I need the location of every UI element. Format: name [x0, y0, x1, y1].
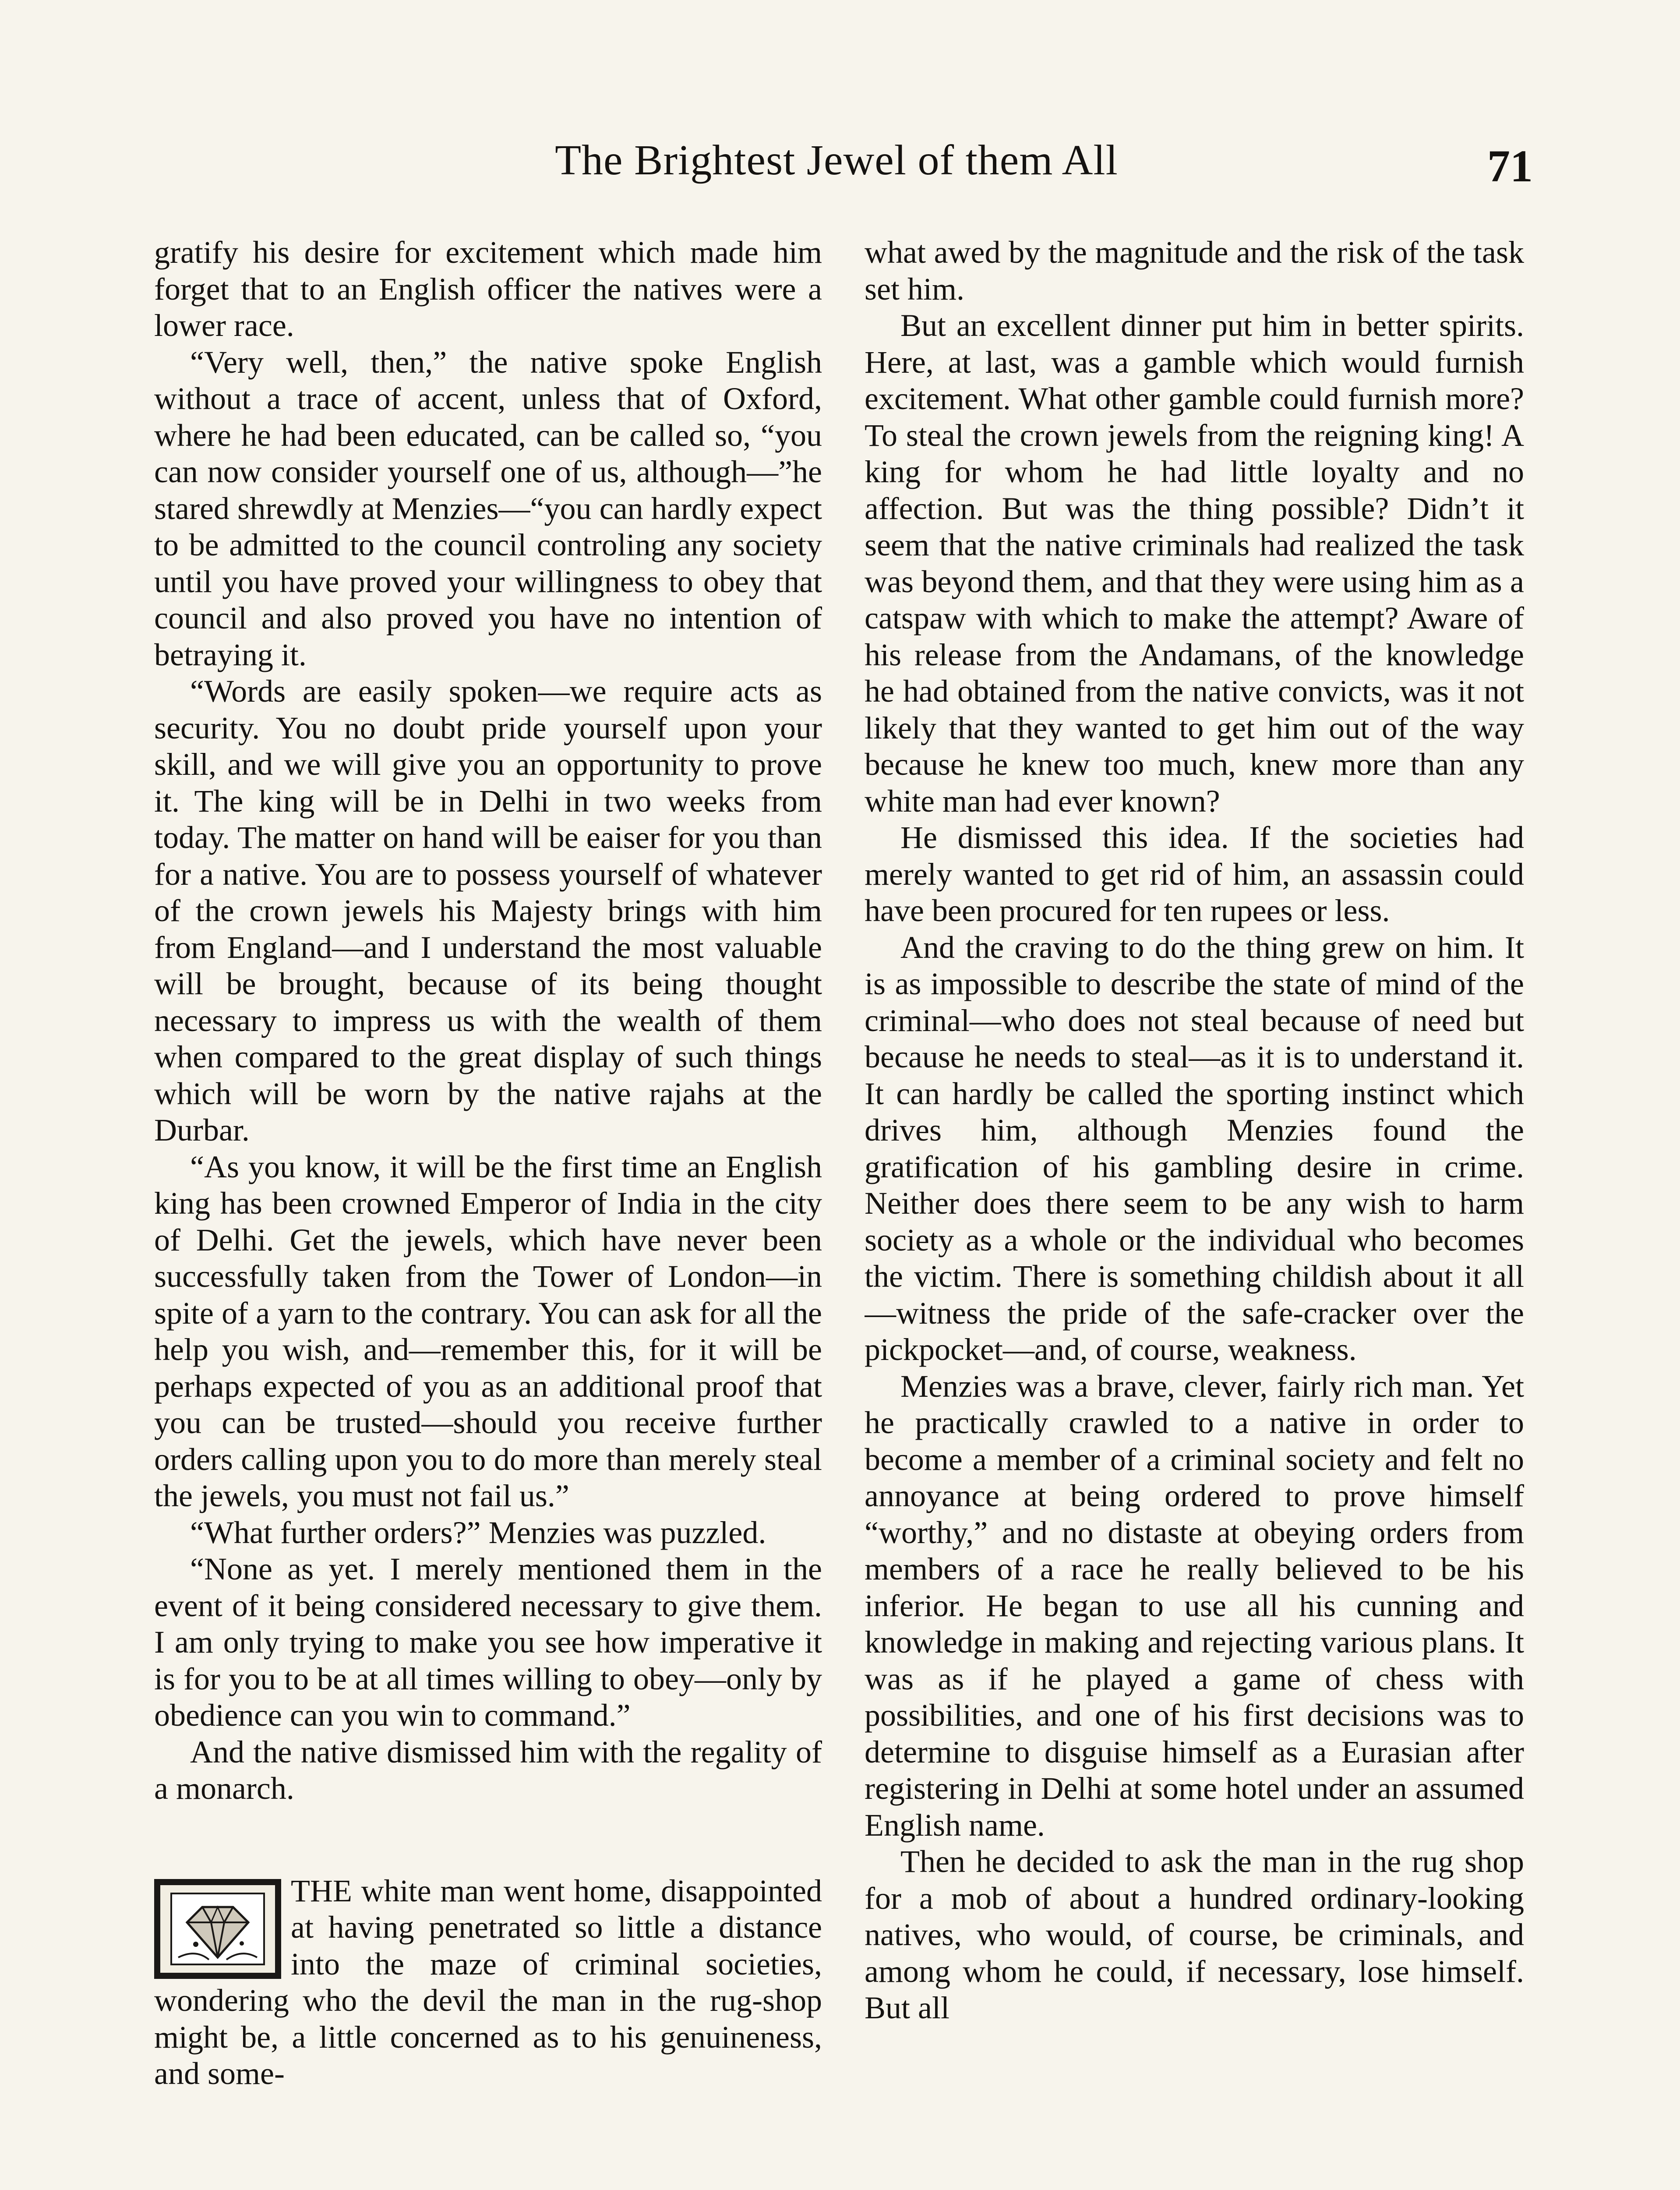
left-paragraph-3: “Words are easily spoken—we require acts as security. You no doubt pride yourself upon your skill, and we will give you an opportunity to prove it. The king will be in Delhi in two weeks from today. The matter on hand will be eaiser for you than for a native. You are to possess yourself of whatever of the crown jewels his Majesty brings with him from England—and I understand the most valuable will be brought, because of its being thought necessary to impress us with the wealth of them when compared to the great display of such things which will be worn by the native rajahs at the Durbar. — [154, 674, 822, 1148]
right-paragraph-4: Menzies was a brave, clever, fairly rich man. Yet he practically crawled to a native in order to become a member of a criminal society and felt no annoyance at being ordered to prove himself “worthy,” and no distaste at obeying orders from members of a race he really believed to be his inferior. He began to use all his cunning and knowledge in making and rejecting various plans. It was as if he played a game of chess with possibilities, and one of his first decisions was to determine to disguise himself as a Eurasian after registering in Delhi at some hotel under an assumed English name. — [865, 1368, 1524, 1843]
left-paragraph-5: “What further orders?” Menzies was puzzled. — [190, 1515, 766, 1550]
diamond-icon — [169, 1892, 266, 1966]
page-number: 71 — [1487, 141, 1533, 191]
running-title: The Brightest Jewel of them All — [555, 137, 1118, 184]
right-paragraph-1: But an excellent dinner put him in better spirits. Here, at last, was a gamble which would furnish excitement. What other gamble could furnish more? To steal the crown jewels from the reigning king! A king for whom he had little loyalty and no affection. But was the thing possible? Didn’t it seem that the native criminals had realized the task was beyond them, and that they were using him as a catspaw with which to make the attempt? Aware of his release from the Andamans, of the knowledge he had obtained from the native convicts, was it not likely that they wanted to get him out of the way because he knew too much, knew more than any white man had ever known? — [865, 308, 1524, 819]
left-paragraph-4: “As you know, it will be the first time an English king has been crowned Emperor of India in the city of Delhi. Get the jewels, which have never been successfully taken from the Tower of London—in spite of a yarn to the contrary. You can ask for all the help you wish, and—remember this, for it will be perhaps expected of you as an additional proof that you can be trusted—should you receive further orders calling upon you to do more than merely steal the jewels, you must not fail us.” — [154, 1149, 822, 1513]
right-paragraph-5: Then he decided to ask the man in the rug shop for a mob of about a hundred ordinary-looking natives, who would, of course, be criminals, and among whom he could, if necessary, lose himself. But all — [865, 1844, 1524, 2025]
right-paragraph-3: And the craving to do the thing grew on him. It is as impossible to describe the state of mind of the criminal—who does not steal because of need but because he needs to steal—as it is to understand it. It can hardly be called the sporting instinct which drives him, although Menzies found the gratification of his gambling desire in crime. Neither does there seem to be any wish to harm society as a whole or the individual who becomes the victim. There is something childish about it all—witness the pride of the safe-cracker over the pickpocket—and, of course, weakness. — [865, 929, 1524, 1367]
left-paragraph-7: And the native dismissed him with the regality of a monarch. — [154, 1734, 822, 1806]
dropcap-paragraph-text: THE white man went home, disappointed at having penetrated so little a distance into the maze of criminal societies, wondering who the devil the man in the rug-shop might be, a little concerned as to his genuineness, and some- — [154, 1873, 822, 2091]
left-paragraph-1: gratify his desire for excitement which made him forget that to an English officer the natives were a lower race. — [154, 235, 822, 343]
dropcap-paragraph — [154, 1873, 822, 2092]
left-paragraph-6: “None as yet. I merely mentioned them in the event of it being considered necessary to give them. I am only trying to make you see how imperative it is for you to be at all times willing to obey—only by obedience can you win to command.” — [154, 1551, 822, 1733]
left-column — [154, 234, 822, 2190]
left-paragraph-2: “Very well, then,” the native spoke English without a trace of accent, unless that of Oxford, where he had been educated, can be called so, “you can now consider yourself one of us, although—”he stared shrewdly at Menzies—“you can hardly expect to be admitted to the council controling any society until you have proved your willingness to obey that council and also proved you have no intention of betraying it. — [154, 344, 822, 672]
right-column — [865, 234, 1524, 2190]
dropcap-jewel-ornament — [154, 1879, 281, 1979]
right-paragraph-2: He dismissed this idea. If the societies had merely wanted to get rid of him, an assassin could have been procured for ten rupees or less. — [865, 820, 1524, 928]
right-paragraph-continuation: what awed by the magnitude and the risk of the task set him. — [865, 235, 1524, 307]
page-header — [158, 131, 1537, 219]
